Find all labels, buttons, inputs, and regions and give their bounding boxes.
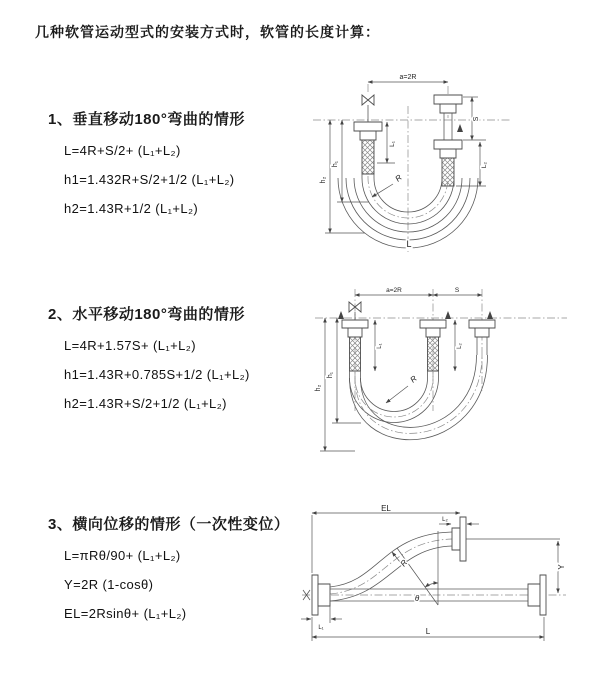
valve-icon: [362, 95, 374, 122]
dimension-L: [312, 617, 544, 641]
section-2-formula-h2: h2=1.43R+S/2+1/2 (L₁+L₂): [64, 396, 227, 411]
radius-leader: [386, 374, 419, 403]
dim-label-a2R: a=2R: [386, 287, 402, 294]
dimension-h2: [320, 120, 365, 233]
dim-label-L1: L₁: [389, 141, 396, 147]
section-2-formula-L: L=4R+1.57S+ (L₁+L₂): [64, 338, 196, 353]
angle-construction: [397, 531, 438, 605]
pipe-flanges: [338, 311, 495, 371]
section-1-formula-h1: h1=1.432R+S/2+1/2 (L₁+L₂): [64, 172, 235, 187]
page-title: 几种软管运动型式的安装方式时，软管的长度计算：: [35, 24, 380, 40]
dim-label-Y: Y: [557, 564, 566, 570]
dimension-L1: [301, 603, 342, 631]
dim-label-L1: L₁: [377, 343, 383, 349]
length-label: L: [406, 239, 412, 249]
section-1-formula-h2: h2=1.43R+1/2 (L₁+L₂): [64, 201, 199, 216]
dim-label-h2: h₂: [315, 384, 322, 392]
movement-arrow-icon: [457, 124, 463, 132]
theta-label: θ: [414, 594, 420, 603]
hose-s-curve-displaced: [330, 517, 560, 601]
section-2-heading: 2、水平移动180°弯曲的情形: [48, 306, 245, 323]
section-3-formula-Y: Y=2R (1-cosθ): [64, 577, 154, 592]
section-2-formula-h1: h1=1.43R+0.785S+1/2 (L₁+L₂): [64, 367, 250, 382]
diagram-horizontal-180-bend: [305, 283, 590, 465]
dimension-S: [463, 97, 486, 140]
dimension-L2: [439, 517, 479, 524]
dim-label-h2: h₂: [320, 176, 327, 184]
dim-label-S: S: [473, 116, 480, 122]
radius-label: R: [408, 373, 419, 385]
dim-label-L2: L₂: [481, 161, 488, 169]
dim-label-h1: h₁: [327, 371, 334, 379]
dim-label-L: L: [425, 627, 431, 636]
radius-label: R: [398, 558, 410, 569]
section-1-heading: 1、垂直移动180°弯曲的情形: [48, 111, 245, 128]
dimension-L1: [375, 320, 383, 371]
right-pipe-two-positions: [434, 95, 463, 186]
left-pipe-flange: [354, 122, 382, 174]
movement-arrow-icon: [338, 311, 344, 319]
section-3-heading: 3、横向位移的情形（一次性变位）: [48, 516, 290, 533]
dim-label-S: S: [454, 287, 460, 294]
dim-label-a2R: a=2R: [399, 74, 417, 81]
section-3: [48, 513, 338, 621]
diagram-lateral-displacement: [300, 505, 580, 650]
radius-label: R: [393, 172, 404, 184]
dim-label-EL: EL: [381, 505, 391, 513]
section-3-formula-L: L=πRθ/90+ (L₁+L₂): [64, 548, 181, 563]
centerlines: [302, 539, 566, 595]
section-2: [48, 303, 338, 411]
radius-leader: [372, 173, 404, 197]
movement-arrow-icon: [487, 311, 493, 319]
dim-label-L2: L₂: [442, 517, 448, 523]
dim-label-L1: L₁: [318, 625, 324, 631]
dimension-L2: [455, 320, 463, 371]
section-1: [48, 108, 338, 216]
diagram-vertical-180-bend: [305, 70, 585, 255]
section-1-formula-L: L=4R+S/2+ (L₁+L₂): [64, 143, 181, 158]
dimension-span: [368, 74, 448, 82]
dimension-span: [355, 287, 482, 295]
section-3-formula-EL: EL=2Rsinθ+ (L₁+L₂): [64, 606, 187, 621]
dimension-h2: [315, 318, 355, 451]
movement-arrow-icon: [445, 311, 451, 319]
dimension-Y: [557, 541, 566, 593]
dim-label-L2: L₂: [457, 343, 463, 349]
hose-u-bend: [350, 355, 488, 440]
dim-label-h1: h₁: [332, 160, 339, 168]
